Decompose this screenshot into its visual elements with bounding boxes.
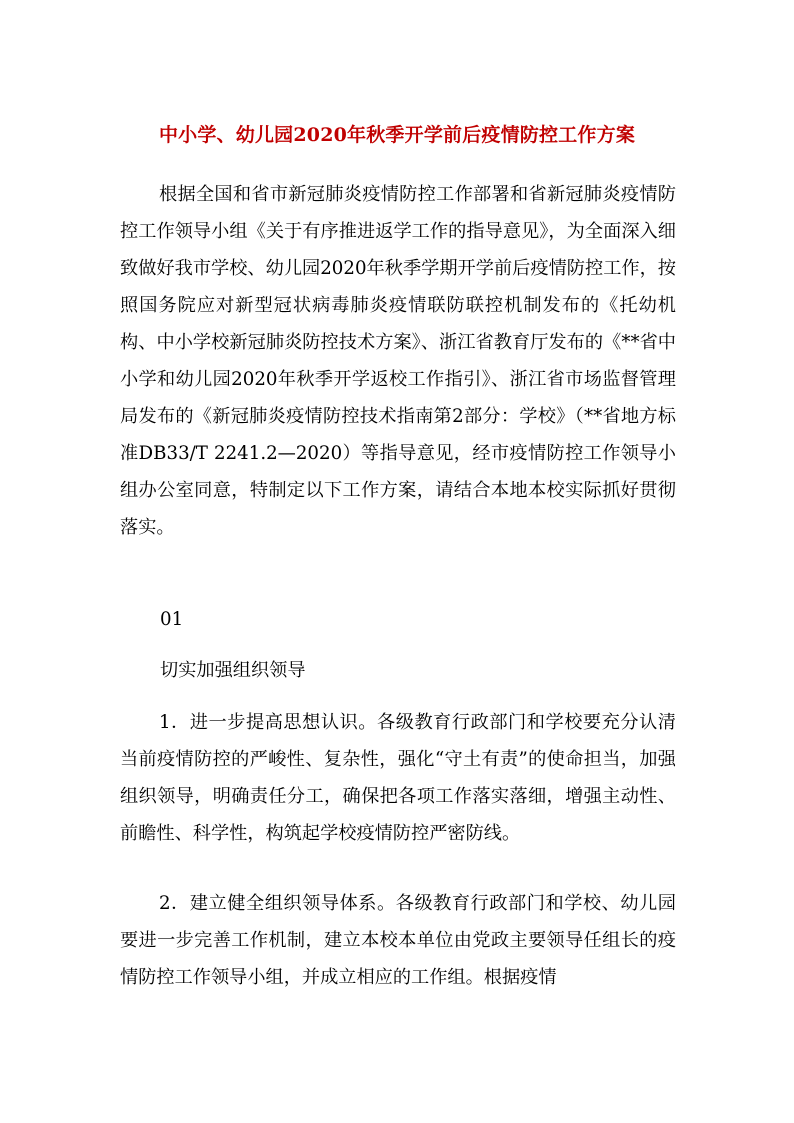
list-item-1: 1．进一步提高思想认识。各级教育行政部门和学校要充分认清当前疫情防控的严峻性、复杂性，强化“守土有责”的使命担当，加强组织领导，明确责任分工，确保把各项工作落实落细，增强主动性、前瞻性、科学性，构筑起学校疫情防控严密防线。 bbox=[120, 712, 676, 844]
section-heading: 切实加强组织领导 bbox=[160, 660, 306, 681]
section-number: 01 bbox=[160, 609, 184, 630]
document-title: 中小学、幼儿园2020年秋季开学前后疫情防控工作方案 bbox=[158, 124, 636, 146]
list-item-2: 2．建立健全组织领导体系。各级教育行政部门和学校、幼儿园要进一步完善工作机制，建立本校本单位由党政主要领导任组长的疫情防控工作领导小组，并成立相应的工作组。根据疫情 bbox=[120, 893, 676, 988]
intro-paragraph: 根据全国和省市新冠肺炎疫情防控工作部署和省新冠肺炎疫情防控工作领导小组《关于有序推进返学工作的指导意见》，为全面深入细致做好我市学校、幼儿园2020年秋季学期开学前后疫情防控工作，按照国务院应对新型冠状病毒肺炎疫情联防联控机制发布的《托幼机构、中小学校新冠肺炎防控技术方案》、浙江省教育厅发布的《**省中小学和幼儿园2020年秋季开学返校工作指引》、浙江省市场监督管理局发布的《新冠肺炎疫情防控技术指南第2部分：学校》（**省地方标准DB33/T 2241.2—2020）等指导意见，经市疫情防控工作领导小组办公室同意，特制定以下工作方案，请结合本地本校实际抓好贯彻落实。 bbox=[120, 184, 676, 538]
